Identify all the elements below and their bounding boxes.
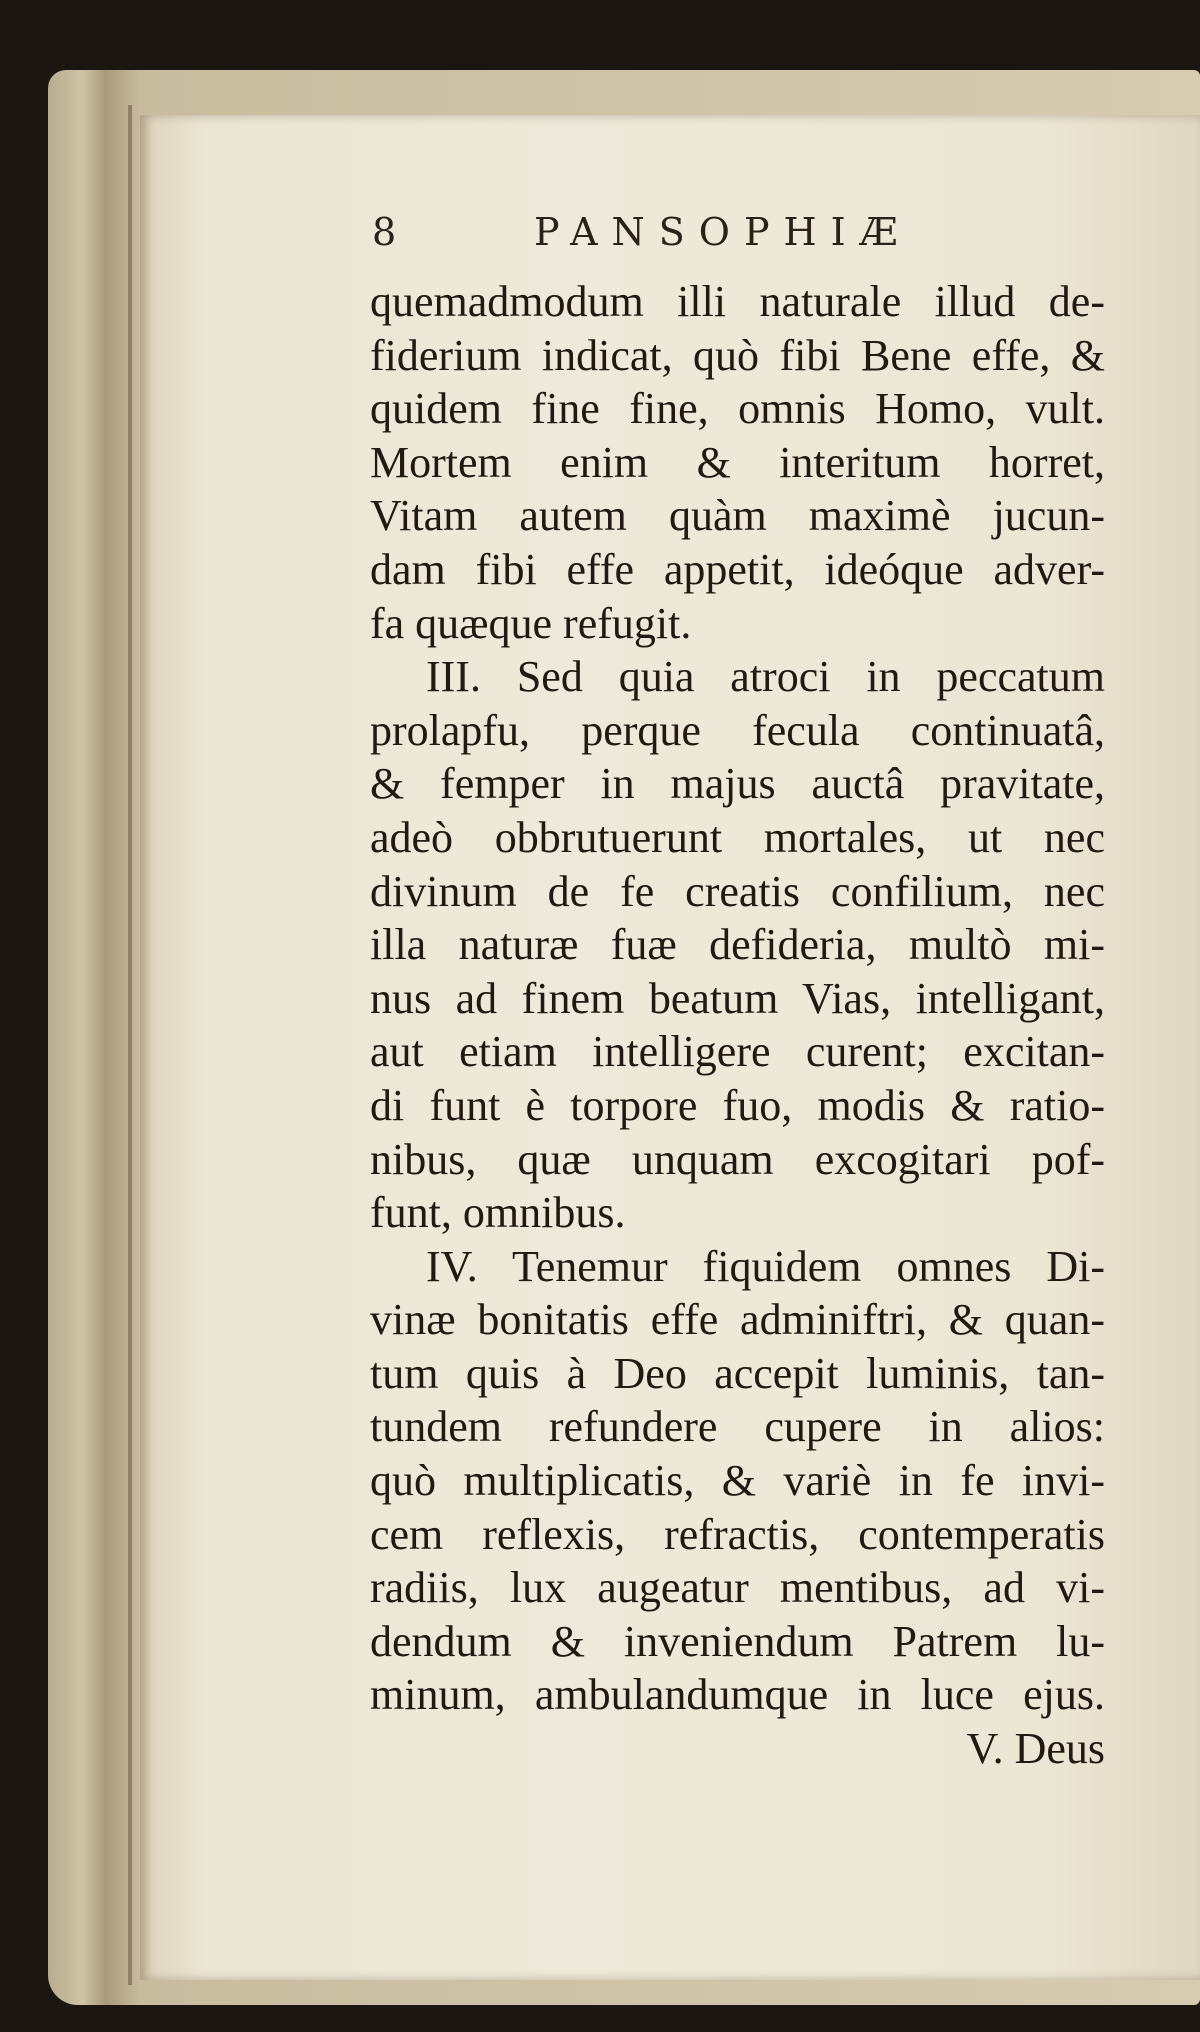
text-line: adeò obbrutuerunt mortales, ut nec xyxy=(370,812,1105,862)
text-line: dendum & inveniendum Patrem lu- xyxy=(370,1616,1105,1666)
text-line: quemadmodum illi naturale illud de- xyxy=(370,277,1105,326)
text-line: quò multiplicatis, & variè in fe invi- xyxy=(370,1456,1105,1506)
text-line: fa quæque refugit. xyxy=(370,598,692,648)
text-line: illa naturæ fuæ defideria, multò mi- xyxy=(370,920,1105,970)
catchword: V. Deus xyxy=(966,1724,1105,1774)
text-line: vinæ bonitatis effe adminiftri, & quan- xyxy=(370,1295,1105,1345)
text-line: Vitam autem quàm maximè jucun- xyxy=(370,491,1105,541)
page-number: 8 xyxy=(372,210,397,254)
text-line: funt, omnibus. xyxy=(370,1188,626,1238)
text-line: IV. Tenemur fiquidem omnes Di- xyxy=(426,1241,1105,1291)
text-line: nibus, quæ unquam excogitari pof- xyxy=(370,1134,1105,1184)
running-title: PANSOPHIÆ xyxy=(534,210,912,254)
text-line: fiderium indicat, quò fibi Bene effe, & xyxy=(370,330,1105,380)
text-line: cem reflexis, refractis, contemperatis xyxy=(370,1509,1105,1559)
page-gutter xyxy=(128,105,132,1985)
text-line: & femper in majus auctâ pravitate, xyxy=(370,759,1105,809)
text-line: dam fibi effe appetit, ideóque adver- xyxy=(370,544,1105,594)
text-line: III. Sed quia atroci in peccatum xyxy=(426,652,1105,702)
text-line: divinum de fe creatis confilium, nec xyxy=(370,866,1105,916)
running-head xyxy=(372,210,1172,260)
text-line: nus ad finem beatum Vias, intelligant, xyxy=(370,973,1105,1023)
text-line: di funt è torpore fuo, modis & ratio- xyxy=(370,1080,1105,1130)
text-line: Mortem enim & interitum horret, xyxy=(370,437,1105,487)
text-line: minum, ambulandumque in luce ejus. xyxy=(370,1670,1105,1720)
text-line: prolapfu, perque fecula continuatâ, xyxy=(370,705,1105,755)
text-line: aut etiam intelligere curent; excitan- xyxy=(370,1027,1105,1077)
text-line: tundem refundere cupere in alios: xyxy=(370,1402,1105,1452)
text-line: quidem fine fine, omnis Homo, vult. xyxy=(370,384,1105,434)
body-text xyxy=(370,275,1105,1776)
text-line: tum quis à Deo accepit luminis, tan- xyxy=(370,1348,1105,1398)
text-line: radiis, lux augeatur mentibus, ad vi- xyxy=(370,1563,1105,1613)
